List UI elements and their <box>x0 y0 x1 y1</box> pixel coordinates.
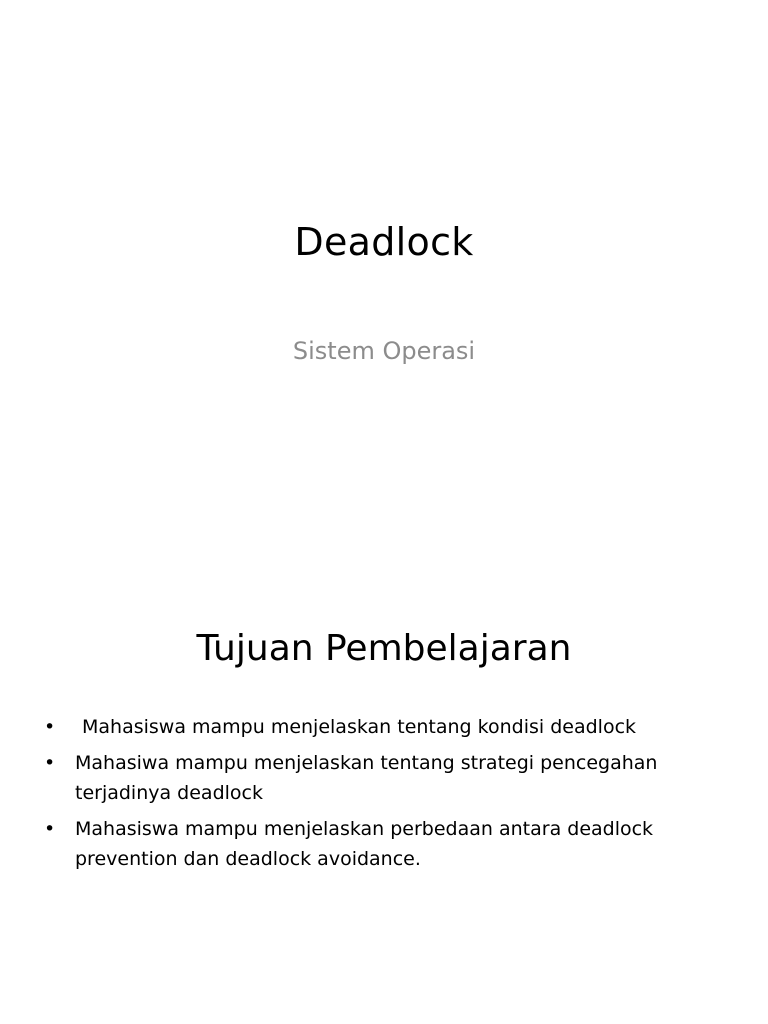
slide-title: Deadlock <box>294 220 474 264</box>
bullet-list <box>40 712 740 880</box>
bullet-text: Mahasiwa mampu menjelaskan tentang strategi pencegahan terjadinya deadlock <box>75 752 658 804</box>
bullet-icon: • <box>44 752 56 774</box>
bullet-text: Mahasiswa mampu menjelaskan perbedaan antara deadlock prevention dan deadlock avoidance. <box>75 818 654 870</box>
bullet-item <box>40 748 740 808</box>
objectives-slide <box>0 512 768 1024</box>
bullet-icon: • <box>44 818 56 840</box>
bullet-icon: • <box>44 716 56 738</box>
bullet-item <box>40 814 740 874</box>
bullet-text: Mahasiswa mampu menjelaskan tentang kondisi deadlock <box>82 716 637 738</box>
slide-subtitle: Sistem Operasi <box>292 337 476 365</box>
slide-title: Tujuan Pembelajaran <box>196 628 572 669</box>
bullet-item <box>40 712 740 742</box>
